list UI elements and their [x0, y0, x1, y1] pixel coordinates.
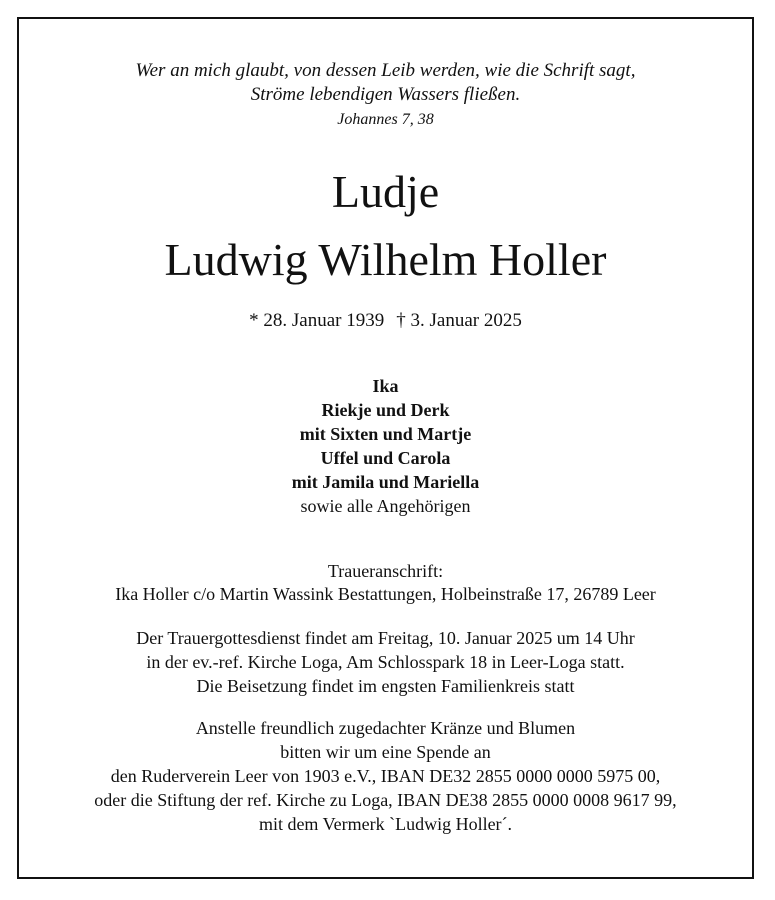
address-text: Ika Holler c/o Martin Wassink Bestattungen, Holbeinstraße 17, 26789 Leer	[115, 584, 656, 604]
life-dates	[17, 310, 754, 332]
service-line-1: Der Trauergottesdienst findet am Freitag, 10. Januar 2025 um 14 Uhr	[136, 628, 635, 648]
mourner-name: Riekje und Derk	[321, 400, 450, 420]
deceased-nickname: Ludje	[331, 166, 440, 217]
birth-date: * 28. Januar 1939	[249, 310, 385, 331]
mourner-name: mit Sixten und Martje	[299, 424, 472, 444]
mourner-relatives: sowie alle Angehörigen	[300, 496, 471, 516]
donation-line-4: oder die Stiftung der ref. Kirche zu Loga, IBAN DE38 2855 0000 0008 9617 99,	[94, 790, 677, 810]
service-line-3: Die Beisetzung findet im engsten Familienkreis statt	[196, 676, 575, 696]
address-label: Traueranschrift:	[327, 561, 444, 581]
death-date: † 3. Januar 2025	[396, 310, 522, 331]
verse-line-1: Wer an mich glaubt, von dessen Leib werden, wie die Schrift sagt,	[135, 60, 636, 81]
mourner-name: Uffel und Carola	[320, 448, 451, 468]
mourner-name: Ika	[372, 376, 399, 396]
mourner-name: mit Jamila und Mariella	[291, 472, 480, 492]
verse-line-2: Ströme lebendigen Wassers fließen.	[250, 84, 521, 105]
donation-line-3: den Ruderverein Leer von 1903 e.V., IBAN DE32 2855 0000 0000 5975 00,	[110, 766, 661, 786]
donation-line-1: Anstelle freundlich zugedachter Kränze und Blumen	[195, 718, 576, 738]
donation-line-5: mit dem Vermerk `Ludwig Holler´.	[258, 814, 513, 834]
service-line-2: in der ev.-ref. Kirche Loga, Am Schlosspark 18 in Leer-Loga statt.	[146, 652, 625, 672]
donation-line-2: bitten wir um eine Spende an	[280, 742, 491, 762]
deceased-full-name: Ludwig Wilhelm Holler	[164, 234, 607, 285]
verse-reference: Johannes 7, 38	[337, 111, 434, 128]
